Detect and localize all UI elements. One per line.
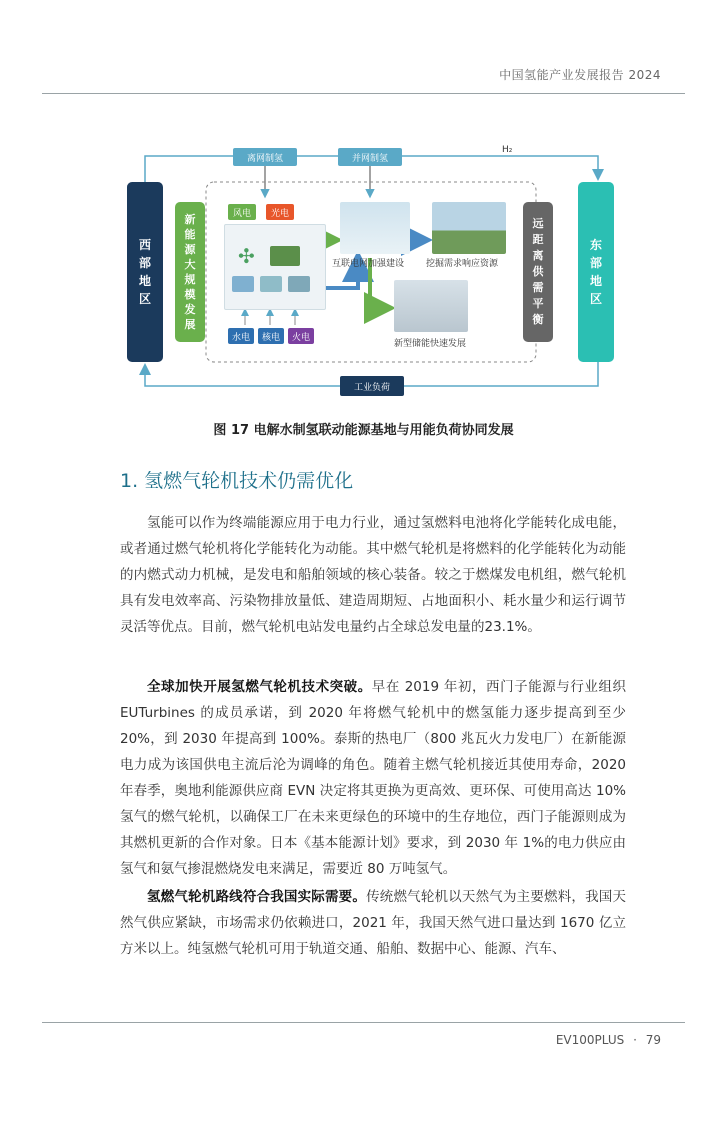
footer-divider: [42, 1022, 685, 1023]
power-grid-image: [340, 202, 410, 254]
wind-power-tag: 风电: [228, 204, 256, 220]
page-number: 79: [645, 1033, 661, 1047]
solar-power-tag: 光电: [266, 204, 294, 220]
offgrid-h2-tag: 离网制氢: [233, 148, 297, 166]
wind-turbine-icon: ✣: [238, 244, 255, 268]
demand-label: 挖掘需求响应资源: [426, 259, 499, 269]
paragraph-2-lead: 全球加快开展氢燃气轮机技术突破。: [147, 679, 372, 695]
ongrid-h2-tag: 并网制氢: [338, 148, 402, 166]
grid-label: 互联电网加强建设: [332, 259, 405, 269]
plant-icon-3: [288, 276, 310, 292]
plant-icon-1: [232, 276, 254, 292]
plant-icon-2: [260, 276, 282, 292]
paragraph-2: [120, 674, 626, 882]
energy-flow-diagram: [120, 140, 620, 400]
footer: [556, 1033, 661, 1047]
footer-separator: ·: [633, 1033, 637, 1047]
header-title: 中国氢能产业发展报告 2024: [499, 68, 661, 82]
paragraph-3-body: 传统燃气轮机以天然气为主要燃料，我国天然气供应紧缺，市场需求仍依赖进口，2021 年，我国天然气进口量达到 1670 亿立方米以上。纯氢燃气轮机可用于轨道交通、船舶、数据中心、能源、汽车、: [120, 889, 627, 957]
nuclear-power-tag: 核电: [258, 328, 284, 344]
industrial-load-tag: 工业负荷: [340, 376, 404, 396]
section-heading: 1. 氢燃气轮机技术仍需优化: [120, 470, 354, 492]
demand-response-image: [432, 202, 506, 254]
solar-panel-icon: [270, 246, 300, 266]
new-energy-block: 新 能 源 大 规 模 发 展: [175, 202, 205, 342]
west-region-block: 西 部 地 区: [127, 182, 163, 362]
hydro-power-tag: 水电: [228, 328, 254, 344]
energy-storage-image: [394, 280, 468, 332]
paragraph-1: 氢能可以作为终端能源应用于电力行业，通过氢燃料电池将化学能转化成电能，或者通过燃气轮机将化学能转化为动能。其中燃气轮机是将燃料的化学能转化为动能的内燃式动力机械，是发电和船舶领域的核心装备。较之于燃煤发电机组，燃气轮机具有发电效率高、污染物排放量低、建造周期短、占地面积小、耗水量少和运行调节灵活等优点。目前，燃气轮机电站发电量约占全球总发电量的23.1%。: [120, 515, 626, 635]
paragraph-3-lead: 氢燃气轮机路线符合我国实际需要。: [147, 889, 367, 905]
h2-label: H₂: [502, 145, 513, 155]
paragraph-2-body: 早在 2019 年初，西门子能源与行业组织 EUTurbines 的成员承诺，到 2020 年将燃气轮机中的燃氢能力逐步提高到至少 20%，到 2030 年提高到 100%。泰斯的热电厂（800 兆瓦火力发电厂）在新能源电力成为该国供电主流后沦为调峰的角色。随着主燃气轮机接近其使用寿命，2020 年春季，奥地利能源供应商 EVN 决定将其更换为更高效、更环保、可使用高达 10%氢气的燃气轮机，以确保工厂在未来更绿色的环境中的生存地位，西门子能源则成为其燃机更新的合作对象。日本《基本能源计划》要求，到 2030 年 1%的电力供应由氢气和氨气掺混燃烧发电来满足，需要近 80 万吨氢气。: [120, 679, 626, 877]
thermal-power-tag: 火电: [288, 328, 314, 344]
figure-caption: 图 17 电解水制氢联动能源基地与用能负荷协同发展: [213, 423, 514, 438]
long-distance-balance-block: 远 距 离 供 需 平 衡: [523, 202, 553, 342]
footer-brand: EV100PLUS: [555, 1033, 625, 1047]
paragraph-3: [120, 884, 626, 962]
east-region-block: 东 部 地 区: [578, 182, 614, 362]
header-divider: [42, 93, 685, 94]
storage-label: 新型储能快速发展: [394, 339, 467, 349]
